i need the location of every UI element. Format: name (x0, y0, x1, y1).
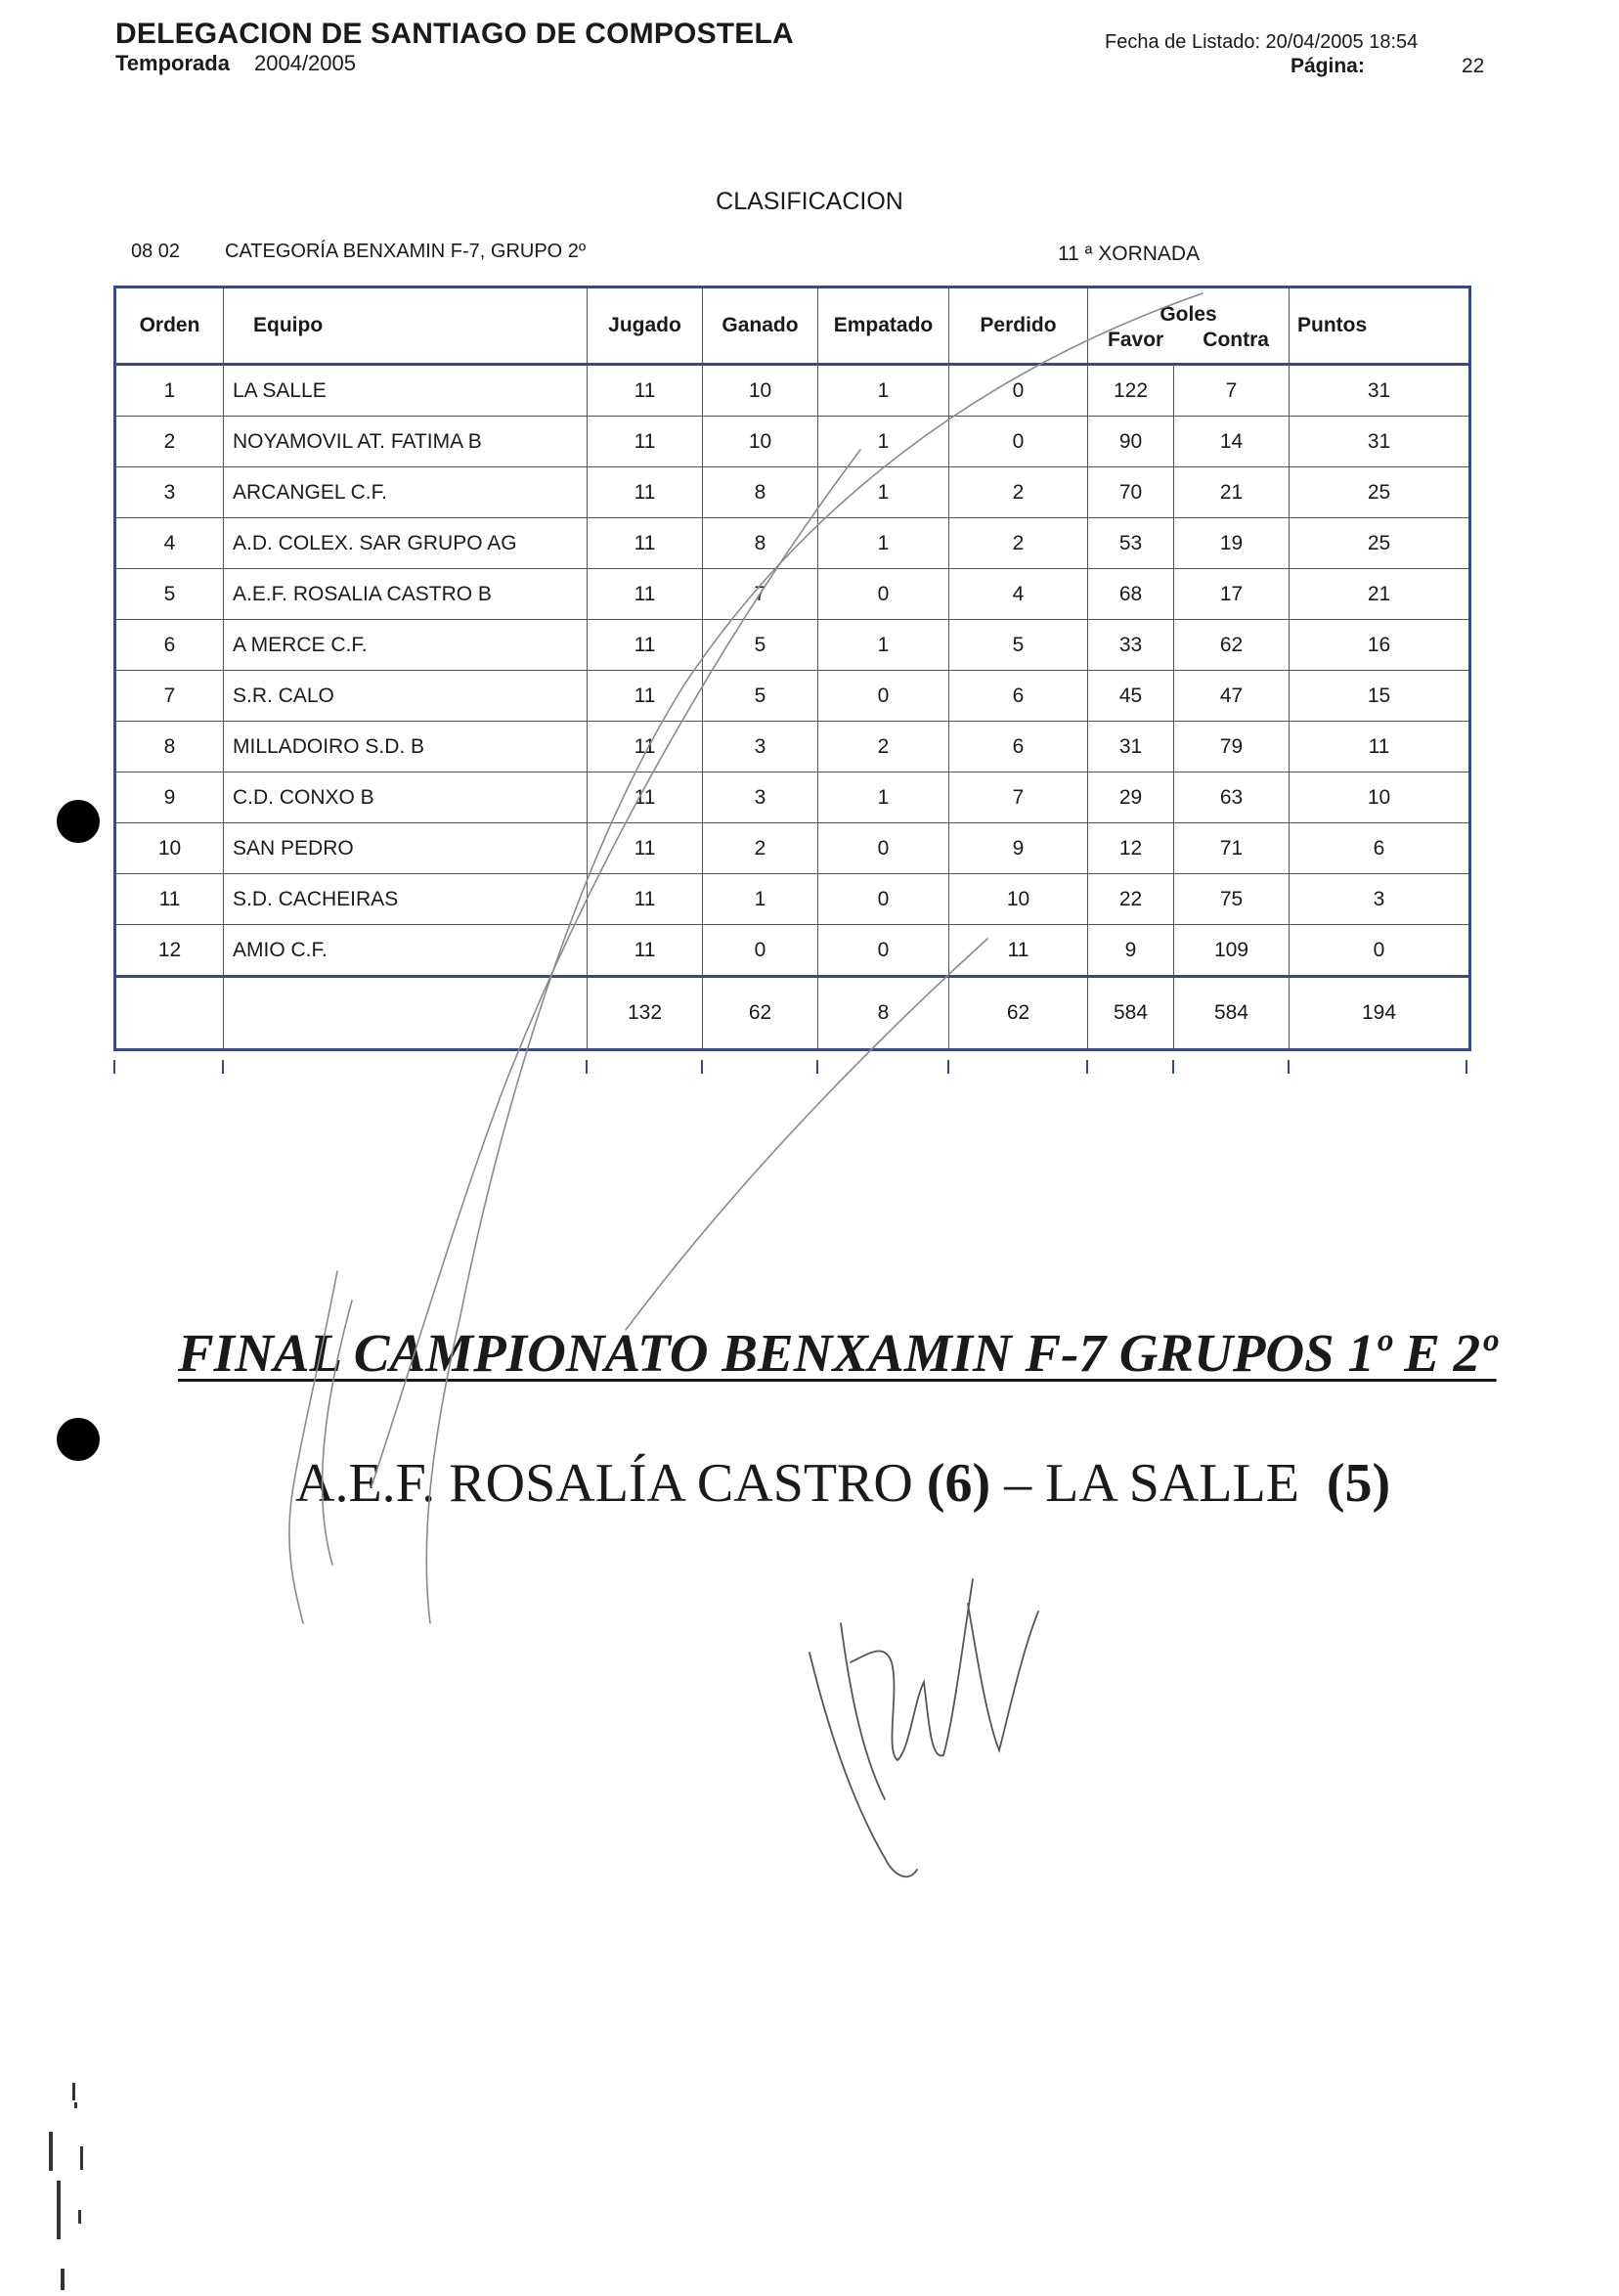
final-team1: A.E.F. ROSALÍA CASTRO (295, 1453, 913, 1514)
cell-ganado: 3 (703, 773, 818, 823)
cell-jugado: 11 (588, 620, 703, 671)
cell-empatado: 1 (818, 417, 949, 467)
totals-jugado: 132 (588, 977, 703, 1050)
final-result (295, 1452, 1390, 1515)
cell-favor: 53 (1088, 518, 1174, 569)
header-puntos: Puntos (1290, 287, 1470, 365)
cell-perdido: 11 (949, 925, 1088, 977)
cell-contra: 62 (1174, 620, 1290, 671)
cell-empatado: 0 (818, 569, 949, 620)
cell-puntos: 16 (1290, 620, 1470, 671)
cell-puntos: 3 (1290, 874, 1470, 925)
round-label: 11 ª XORNADA (1058, 243, 1201, 265)
cell-jugado: 11 (588, 773, 703, 823)
punch-hole-top (57, 800, 100, 843)
cell-ganado: 3 (703, 722, 818, 773)
final-score2: (5) (1326, 1453, 1391, 1514)
cell-puntos: 0 (1290, 925, 1470, 977)
totals-favor: 584 (1088, 977, 1174, 1050)
season-value: 2004/2005 (254, 51, 356, 75)
cell-ganado: 8 (703, 518, 818, 569)
cell-ganado: 10 (703, 417, 818, 467)
cell-contra: 7 (1174, 365, 1290, 417)
totals-perdido: 62 (949, 977, 1088, 1050)
cell-equipo: ARCANGEL C.F. (224, 467, 588, 518)
final-score1: (6) (926, 1453, 991, 1514)
cell-orden: 11 (115, 874, 224, 925)
table-continuation-ticks (113, 1060, 1468, 1074)
cell-ganado: 7 (703, 569, 818, 620)
cell-perdido: 6 (949, 671, 1088, 722)
cell-ganado: 0 (703, 925, 818, 977)
cell-jugado: 11 (588, 874, 703, 925)
cell-jugado: 11 (588, 671, 703, 722)
header-orden: Orden (115, 287, 224, 365)
table-row (115, 671, 1470, 722)
table-row (115, 518, 1470, 569)
cell-contra: 109 (1174, 925, 1290, 977)
table-row (115, 722, 1470, 773)
cell-perdido: 2 (949, 518, 1088, 569)
cell-ganado: 1 (703, 874, 818, 925)
cell-puntos: 11 (1290, 722, 1470, 773)
cell-ganado: 5 (703, 671, 818, 722)
cell-orden: 2 (115, 417, 224, 467)
cell-puntos: 31 (1290, 365, 1470, 417)
cell-empatado: 1 (818, 620, 949, 671)
cell-equipo: C.D. CONXO B (224, 773, 588, 823)
table-row (115, 823, 1470, 874)
table-row (115, 874, 1470, 925)
category-code: 08 02 (131, 241, 181, 262)
cell-perdido: 7 (949, 773, 1088, 823)
final-title: FINAL CAMPIONATO BENXAMIN F-7 GRUPOS 1º E 2º (178, 1323, 1497, 1383)
cell-favor: 12 (1088, 823, 1174, 874)
cell-puntos: 21 (1290, 569, 1470, 620)
cell-ganado: 5 (703, 620, 818, 671)
cell-equipo: A.E.F. ROSALIA CASTRO B (224, 569, 588, 620)
cell-orden: 9 (115, 773, 224, 823)
cell-empatado: 1 (818, 467, 949, 518)
totals-row (115, 977, 1470, 1050)
page-label: Página: (1291, 55, 1365, 77)
cell-orden: 10 (115, 823, 224, 874)
cell-orden: 1 (115, 365, 224, 417)
cell-favor: 45 (1088, 671, 1174, 722)
final-team2: LA SALLE (1045, 1453, 1299, 1514)
header-contra: Contra (1203, 329, 1269, 351)
cell-perdido: 10 (949, 874, 1088, 925)
cell-orden: 8 (115, 722, 224, 773)
cell-favor: 122 (1088, 365, 1174, 417)
cell-favor: 29 (1088, 773, 1174, 823)
table-row (115, 467, 1470, 518)
cell-perdido: 5 (949, 620, 1088, 671)
header-perdido: Perdido (949, 287, 1088, 365)
cell-jugado: 11 (588, 417, 703, 467)
organization-title: DELEGACION DE SANTIAGO DE COMPOSTELA (115, 18, 794, 50)
cell-orden: 4 (115, 518, 224, 569)
cell-equipo: NOYAMOVIL AT. FATIMA B (224, 417, 588, 467)
cell-equipo: SAN PEDRO (224, 823, 588, 874)
totals-empatado: 8 (818, 977, 949, 1050)
totals-contra: 584 (1174, 977, 1290, 1050)
totals-puntos: 194 (1290, 977, 1470, 1050)
cell-contra: 14 (1174, 417, 1290, 467)
cell-contra: 19 (1174, 518, 1290, 569)
cell-orden: 5 (115, 569, 224, 620)
table-header-row (115, 287, 1470, 365)
cell-contra: 47 (1174, 671, 1290, 722)
cell-ganado: 8 (703, 467, 818, 518)
listing-date: Fecha de Listado: 20/04/2005 18:54 (1105, 31, 1419, 53)
punch-hole-bottom (57, 1418, 100, 1461)
table-row (115, 773, 1470, 823)
season-label: Temporada (115, 51, 230, 75)
category-name: CATEGORÍA BENXAMIN F-7, GRUPO 2º (225, 241, 587, 262)
table-row (115, 417, 1470, 467)
cell-perdido: 2 (949, 467, 1088, 518)
table-row (115, 569, 1470, 620)
cell-favor: 68 (1088, 569, 1174, 620)
cell-favor: 9 (1088, 925, 1174, 977)
cell-favor: 33 (1088, 620, 1174, 671)
cell-contra: 17 (1174, 569, 1290, 620)
final-separator: – (1004, 1453, 1032, 1514)
cell-puntos: 25 (1290, 467, 1470, 518)
cell-perdido: 0 (949, 365, 1088, 417)
cell-equipo: AMIO C.F. (224, 925, 588, 977)
table-row (115, 365, 1470, 417)
cell-empatado: 1 (818, 518, 949, 569)
cell-jugado: 11 (588, 467, 703, 518)
cell-jugado: 11 (588, 925, 703, 977)
cell-contra: 75 (1174, 874, 1290, 925)
header-goles-label: Goles (1160, 303, 1217, 326)
cell-perdido: 6 (949, 722, 1088, 773)
cell-puntos: 25 (1290, 518, 1470, 569)
cell-perdido: 0 (949, 417, 1088, 467)
header-equipo: Equipo (224, 287, 588, 365)
cell-orden: 12 (115, 925, 224, 977)
cell-empatado: 0 (818, 874, 949, 925)
cell-perdido: 4 (949, 569, 1088, 620)
cell-jugado: 11 (588, 365, 703, 417)
cell-favor: 90 (1088, 417, 1174, 467)
totals-equipo (224, 977, 588, 1050)
cell-orden: 3 (115, 467, 224, 518)
table-row (115, 620, 1470, 671)
cell-jugado: 11 (588, 823, 703, 874)
header-goles (1088, 287, 1290, 365)
cell-equipo: A.D. COLEX. SAR GRUPO AG (224, 518, 588, 569)
standings-table (113, 286, 1471, 1051)
page-number: 22 (1462, 55, 1485, 77)
cell-equipo: S.D. CACHEIRAS (224, 874, 588, 925)
cell-ganado: 2 (703, 823, 818, 874)
cell-perdido: 9 (949, 823, 1088, 874)
header-empatado: Empatado (818, 287, 949, 365)
standings-body (115, 365, 1470, 977)
cell-contra: 71 (1174, 823, 1290, 874)
cell-contra: 63 (1174, 773, 1290, 823)
cell-contra: 21 (1174, 467, 1290, 518)
cell-empatado: 2 (818, 722, 949, 773)
cell-jugado: 11 (588, 722, 703, 773)
cell-equipo: A MERCE C.F. (224, 620, 588, 671)
cell-favor: 22 (1088, 874, 1174, 925)
cell-empatado: 1 (818, 773, 949, 823)
cell-puntos: 15 (1290, 671, 1470, 722)
totals-orden (115, 977, 224, 1050)
cell-contra: 79 (1174, 722, 1290, 773)
cell-favor: 31 (1088, 722, 1174, 773)
cell-jugado: 11 (588, 518, 703, 569)
cell-puntos: 10 (1290, 773, 1470, 823)
table-row (115, 925, 1470, 977)
section-title: CLASIFICACION (716, 188, 903, 215)
cell-equipo: LA SALLE (224, 365, 588, 417)
cell-empatado: 0 (818, 671, 949, 722)
cell-puntos: 31 (1290, 417, 1470, 467)
cell-orden: 6 (115, 620, 224, 671)
cell-equipo: MILLADOIRO S.D. B (224, 722, 588, 773)
cell-empatado: 1 (818, 365, 949, 417)
cell-orden: 7 (115, 671, 224, 722)
cell-favor: 70 (1088, 467, 1174, 518)
header-jugado: Jugado (588, 287, 703, 365)
cell-equipo: S.R. CALO (224, 671, 588, 722)
header-ganado: Ganado (703, 287, 818, 365)
cell-ganado: 10 (703, 365, 818, 417)
totals-ganado: 62 (703, 977, 818, 1050)
cell-jugado: 11 (588, 569, 703, 620)
cell-puntos: 6 (1290, 823, 1470, 874)
cell-empatado: 0 (818, 925, 949, 977)
cell-empatado: 0 (818, 823, 949, 874)
header-favor: Favor (1108, 329, 1164, 351)
